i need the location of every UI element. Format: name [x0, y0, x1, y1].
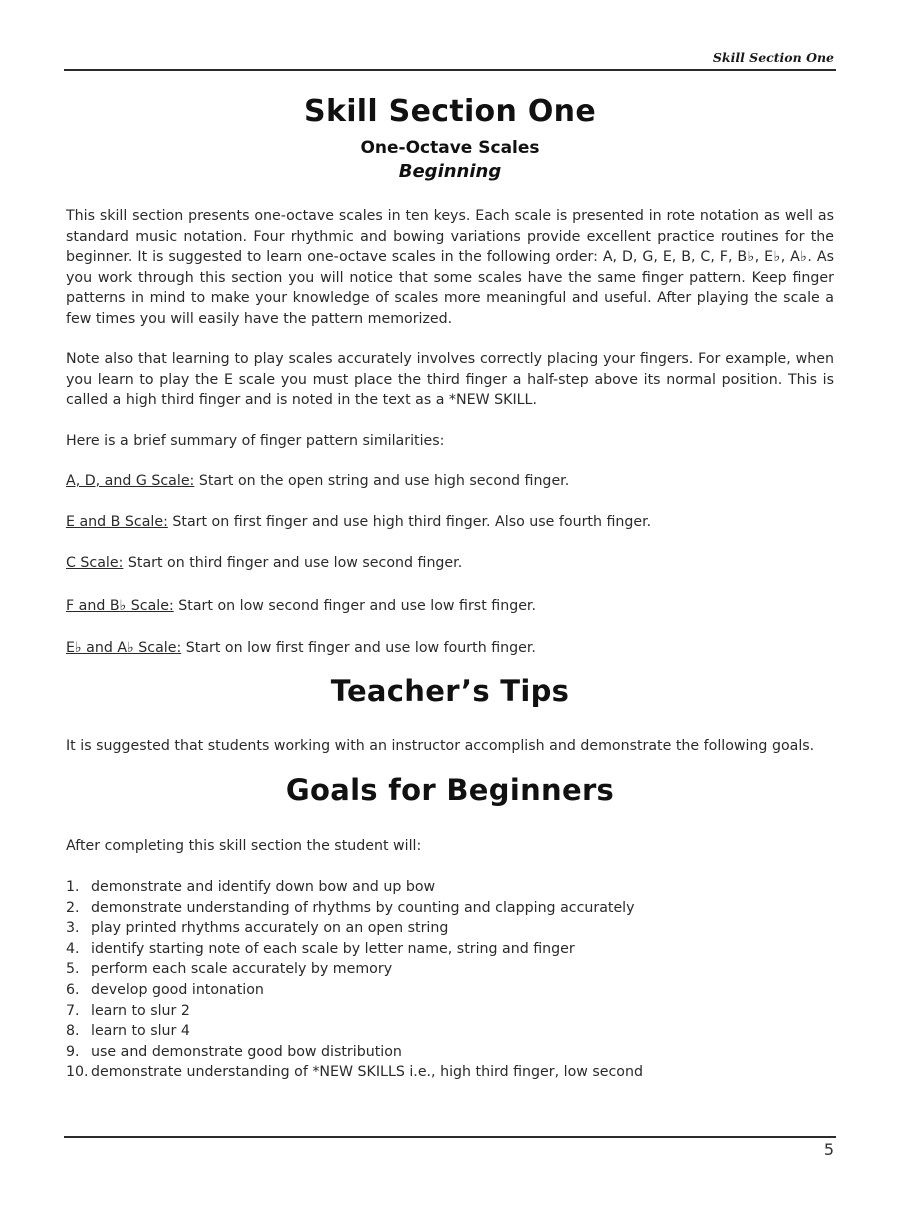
scale-pattern-name: A, D, and G Scale: [66, 473, 195, 489]
scale-pattern-text: Start on third finger and use low second finger. [123, 555, 463, 571]
goal-item [66, 959, 834, 980]
goal-item [66, 939, 834, 960]
goal-item [66, 980, 834, 1001]
intro-paragraph: This skill section presents one-octave scales in ten keys. Each scale is presented in rote notation as well as standard music notation. Four rhythmic and bowing variations provide excellent practice routines for the beginner. It is suggested to learn one-octave scales in the following order: A, D, G, E, B, C, F, B♭, E♭, A♭. As you work through this section you will notice that some scales have the same finger pattern. Keep finger patterns in mind to make your knowledge of scales more meaningful and useful. After playing the scale a few times you will easily have the pattern memorized. [66, 208, 834, 327]
goal-number: 10. [66, 1064, 89, 1081]
goal-number: 6. [66, 981, 80, 998]
goal-number: 7. [66, 1002, 80, 1019]
goal-item [66, 877, 834, 898]
goal-number: 3. [66, 920, 80, 937]
scale-pattern-name: E♭ and A♭ Scale: [66, 640, 182, 656]
goal-item [66, 918, 834, 939]
goals-intro: After completing this skill section the student will: [66, 838, 422, 854]
goal-number: 5. [66, 961, 80, 978]
page-number: 5 [823, 1140, 834, 1159]
intro-paragraph: Note also that learning to play scales accurately involves correctly placing your fingers. For example, when you learn to play the E scale you must place the third finger a half-step above its normal position. This is called a high third finger and is noted in the text as a *NEW SKILL. [66, 351, 834, 409]
scale-pattern-text: Start on first finger and use high third finger. Also use fourth finger. [167, 514, 652, 530]
teachers-tips-text: It is suggested that students working with an instructor accomplish and demonstrate the following goals. [66, 738, 815, 754]
scale-pattern-name: C Scale: [66, 555, 124, 571]
scale-pattern-item [66, 555, 834, 571]
goal-number: 1. [66, 879, 80, 895]
scale-pattern-text: Start on low second finger and use low first finger. [173, 598, 536, 614]
goal-text: develop good intonation [91, 981, 264, 998]
goal-text: demonstrate and identify down bow and up bow [91, 879, 436, 895]
goal-text: learn to slur 4 [91, 1023, 190, 1040]
scale-pattern-text: Start on low first finger and use low fourth finger. [181, 640, 536, 656]
scale-pattern-name: F and B♭ Scale: [66, 598, 174, 614]
goal-text: demonstrate understanding of rhythms by counting and clapping accurately [91, 899, 635, 916]
scale-pattern-name: E and B Scale: [66, 514, 168, 530]
goal-text: use and demonstrate good bow distribution [91, 1043, 402, 1060]
teachers-tips-heading: Teacher’s Tips [330, 674, 570, 708]
scale-pattern-text: Start on the open string and use high second finger. [194, 473, 570, 489]
goal-text: demonstrate understanding of *NEW SKILLS i.e., high third finger, low second [91, 1064, 643, 1081]
goal-item [66, 1042, 834, 1063]
goal-number: 4. [66, 940, 80, 957]
goal-number: 9. [66, 1043, 80, 1060]
goal-item [66, 1021, 834, 1042]
goal-number: 2. [66, 899, 80, 916]
scale-pattern-item [66, 473, 834, 489]
goal-text: learn to slur 2 [91, 1002, 190, 1019]
running-head: Skill Section One [712, 50, 834, 65]
goal-text: play printed rhythms accurately on an open string [91, 920, 449, 937]
goal-text: perform each scale accurately by memory [91, 961, 393, 978]
goals-list [66, 877, 834, 1083]
scale-pattern-item [66, 598, 834, 614]
page-title: Skill Section One [304, 94, 596, 129]
scale-pattern-item [66, 640, 834, 656]
goal-item [66, 898, 834, 919]
goal-number: 8. [66, 1023, 80, 1040]
scale-pattern-item [66, 514, 834, 530]
goal-item [66, 1001, 834, 1022]
goals-heading: Goals for Beginners [285, 773, 615, 807]
intro-paragraph: Here is a brief summary of finger pattern similarities: [66, 433, 445, 449]
footer-rule [64, 1136, 836, 1138]
page-subtitle: One-Octave Scales [360, 138, 540, 158]
goal-item [66, 1062, 834, 1083]
header-rule [64, 69, 836, 71]
goal-text: identify starting note of each scale by letter name, string and finger [91, 940, 575, 957]
level-label: Beginning [398, 161, 502, 182]
